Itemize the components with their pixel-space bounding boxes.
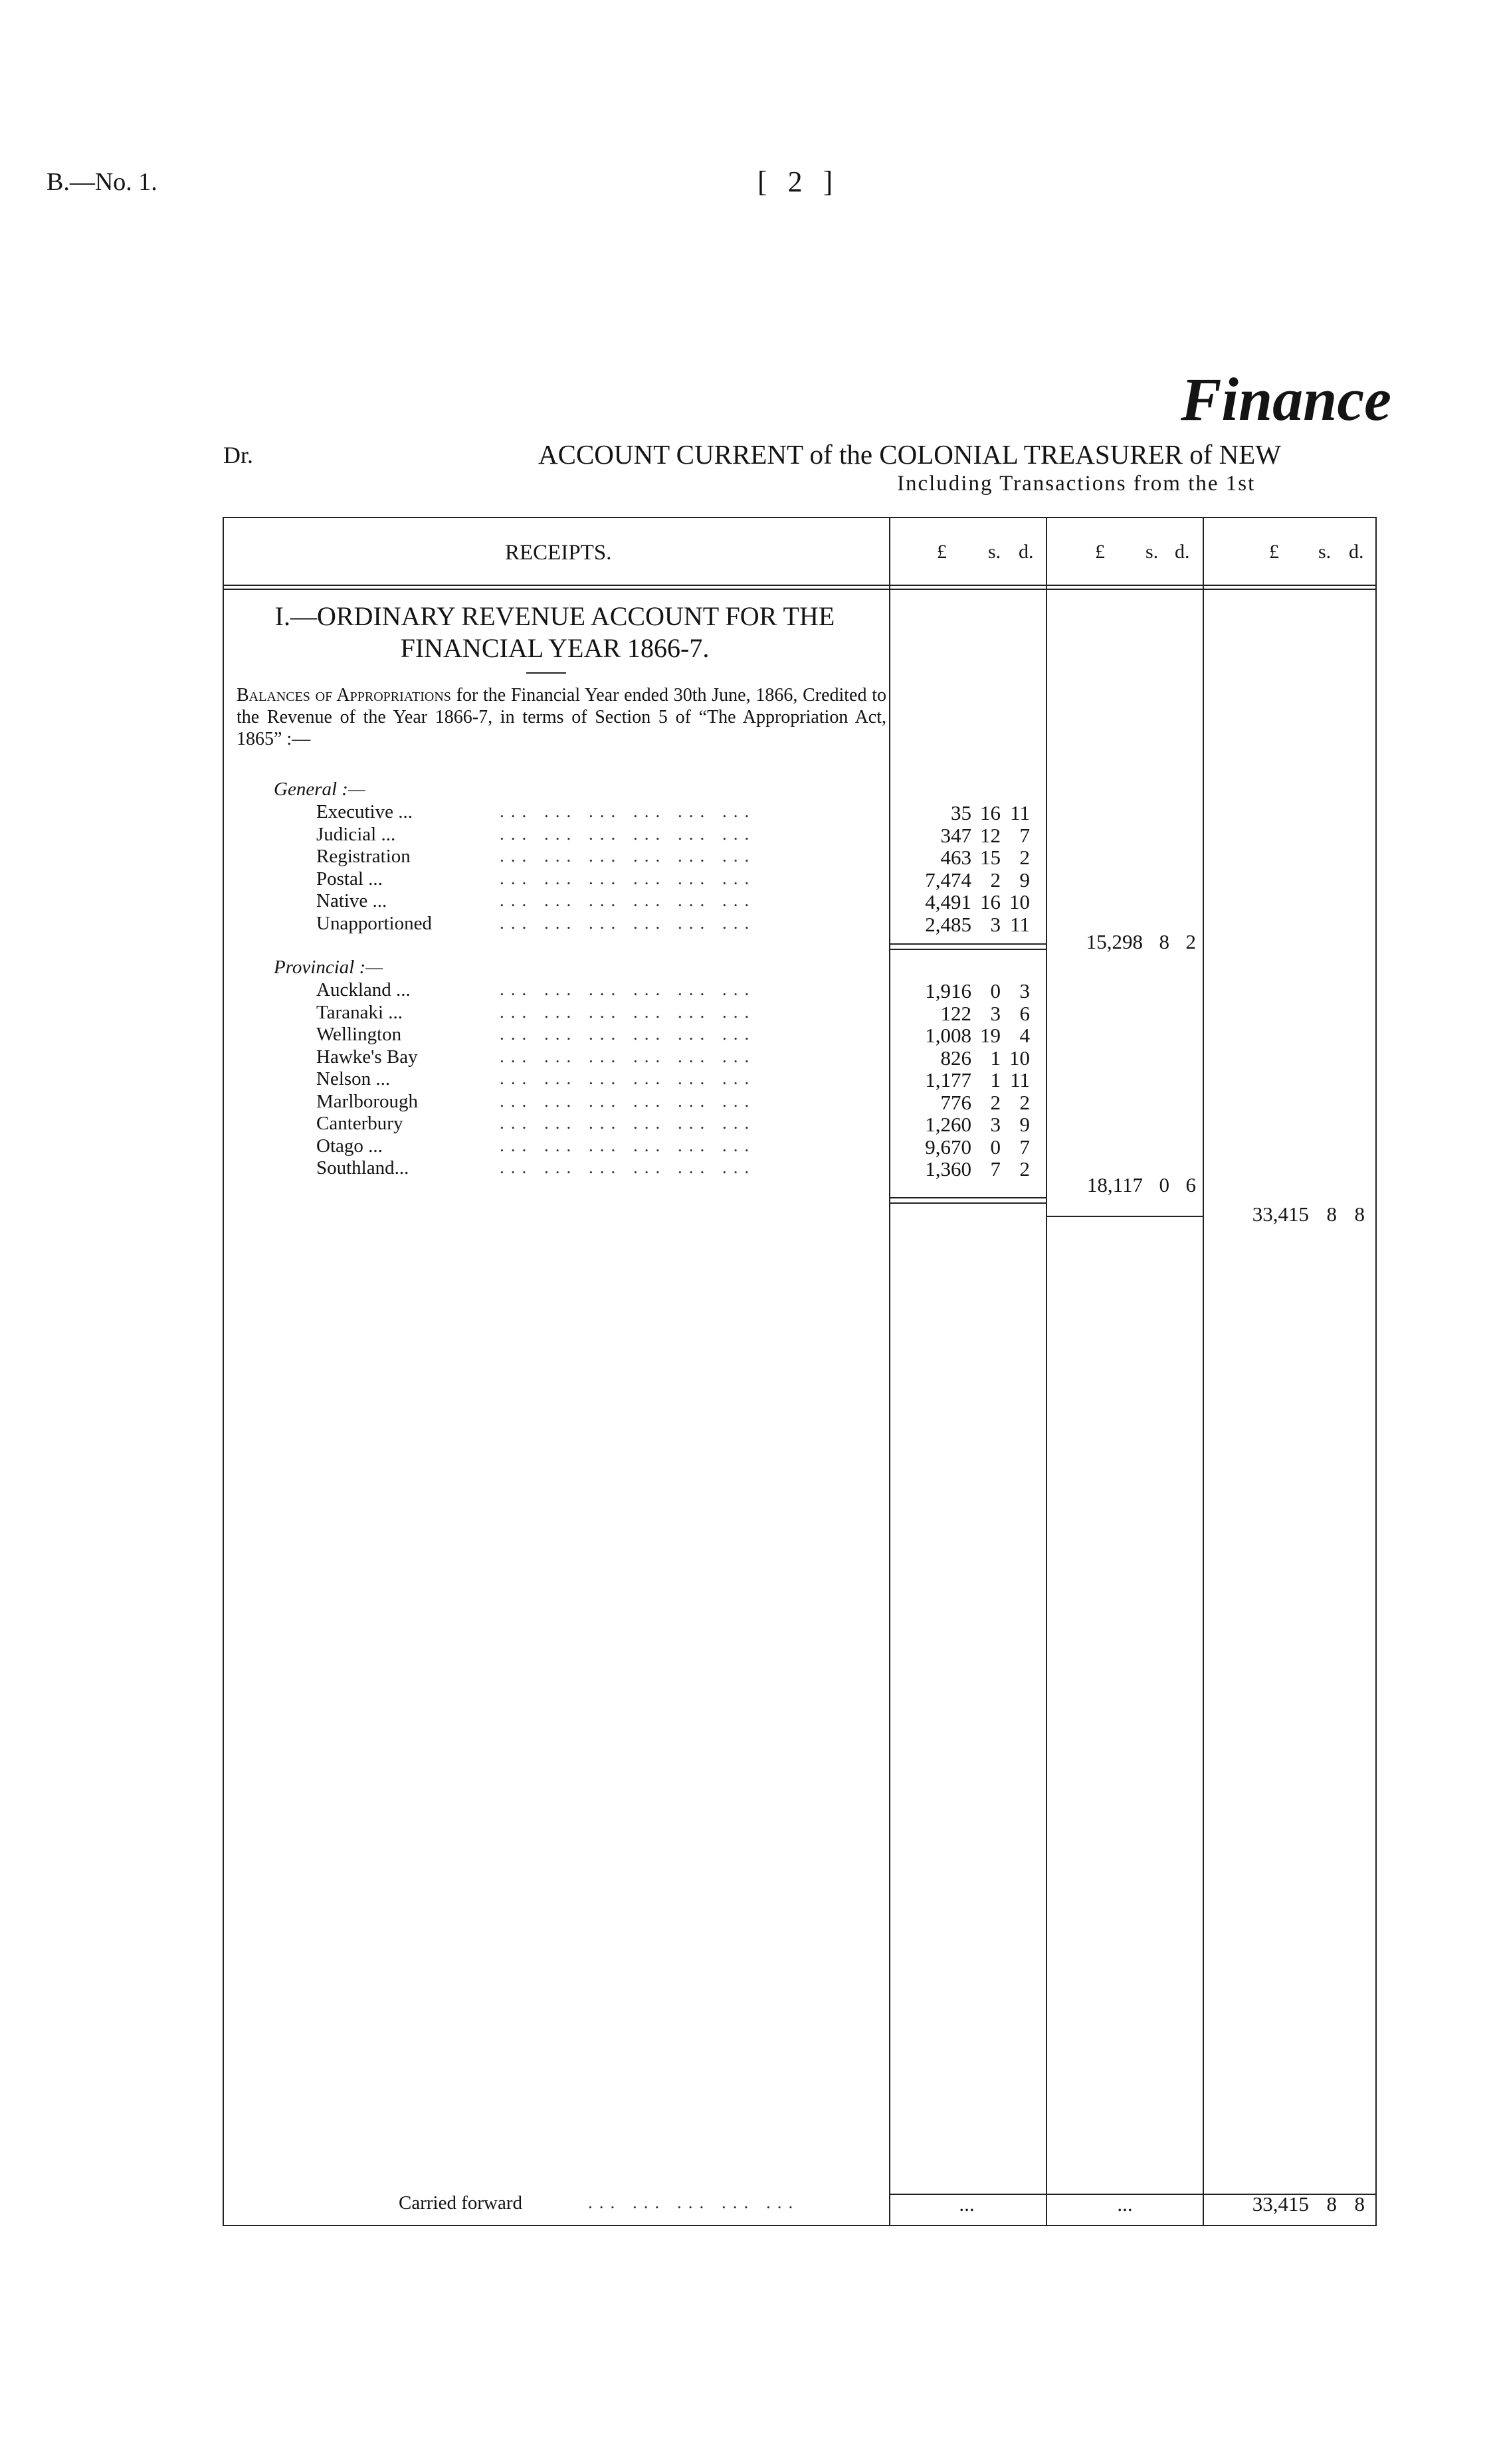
provincial-row-pence: 10 — [1009, 1046, 1030, 1070]
dot-leader: ... ... ... ... ... ... — [500, 913, 756, 933]
carried-forward-pence: 8 — [1354, 2192, 1365, 2216]
dot-leader: ... ... ... ... ... ... — [500, 979, 756, 999]
debit-label: Dr. — [223, 442, 253, 468]
general-label: General :— — [274, 779, 365, 800]
provincial-row-pounds: 1,260 — [925, 1113, 971, 1136]
general-row-label: Postal ... — [316, 868, 383, 890]
provincial-row-pence: 2 — [1019, 1091, 1030, 1114]
provincial-row-label: Nelson ... — [316, 1068, 391, 1090]
col3-pence-header: d. — [1349, 541, 1364, 563]
carried-forward-col2: ... — [1117, 2192, 1133, 2216]
general-row-label: Native ... — [316, 890, 387, 911]
general-row-label: Unapportioned — [316, 913, 432, 934]
subtotal-rule — [889, 943, 1046, 945]
provincial-subtotal-shillings: 0 — [1159, 1173, 1169, 1196]
carried-forward-col1: ... — [959, 2192, 975, 2216]
general-row-label: Judicial ... — [316, 824, 396, 845]
general-row-shillings: 3 — [990, 913, 1001, 936]
group-separator-rule — [889, 949, 1046, 950]
provincial-row-pence: 6 — [1019, 1002, 1030, 1025]
general-row-pounds: 7,474 — [925, 868, 971, 892]
general-row-pounds: 347 — [940, 824, 971, 847]
dot-leader: ... ... ... ... ... ... — [500, 1068, 756, 1088]
general-row-pence: 10 — [1009, 890, 1030, 913]
col1-pence-header: d. — [1019, 541, 1034, 563]
provincial-row-pounds: 1,360 — [925, 1157, 971, 1181]
dot-leader: ... ... ... ... ... ... — [500, 868, 756, 888]
dot-leader: ... ... ... ... ... ... — [500, 824, 756, 844]
provincial-row-label: Southland... — [316, 1157, 409, 1179]
provincial-row-pounds: 122 — [940, 1002, 971, 1025]
account-title: ACCOUNT CURRENT of the COLONIAL TREASURER of NEW — [538, 439, 1281, 470]
provincial-row-label: Marlborough — [316, 1091, 419, 1112]
provincial-row-pounds: 776 — [940, 1091, 971, 1114]
carried-forward-shillings: 8 — [1326, 2192, 1337, 2216]
provincial-row-shillings: 1 — [990, 1046, 1001, 1070]
balances-text: for the Financial Year ended 30th June, 1866, Credited to the Revenue of the Year 1866-7, in terms of Section 5 of “The Appropriation Act, 1865” :— — [237, 685, 886, 749]
dot-leader: ... ... ... ... ... ... — [500, 1002, 756, 1022]
general-row-pence: 11 — [1010, 801, 1030, 824]
provincial-row-pence: 9 — [1019, 1113, 1030, 1136]
col1-shilling-header: s. — [988, 541, 1001, 563]
provincial-row-pounds: 9,670 — [925, 1135, 971, 1159]
provincial-row-shillings: 1 — [990, 1068, 1001, 1091]
provincial-row-shillings: 3 — [990, 1113, 1001, 1136]
receipts-column-header: RECEIPTS. — [505, 541, 612, 565]
section-title: I.—ORDINARY REVENUE ACCOUNT FOR THE FINANCIAL YEAR 1866-7. — [274, 601, 835, 663]
total-pounds: 33,415 — [1252, 1202, 1309, 1226]
account-subtitle: Including Transactions from the 1st — [897, 472, 1256, 496]
dot-leader: ... ... ... ... ... ... — [500, 1046, 756, 1066]
subtotal-rule — [1046, 1216, 1203, 1217]
total-shillings: 8 — [1326, 1202, 1337, 1226]
dot-leader: ... ... ... ... ... ... — [500, 890, 756, 910]
provincial-label: Provincial :— — [274, 957, 383, 978]
provincial-row-label: Hawke's Bay — [316, 1046, 418, 1068]
general-row-pence: 11 — [1010, 913, 1030, 936]
general-row-shillings: 15 — [980, 846, 1001, 869]
group-end-rule — [889, 1202, 1046, 1204]
provincial-row-label: Canterbury — [316, 1113, 403, 1134]
general-subtotal-pence: 2 — [1185, 930, 1196, 953]
document-reference: B.—No. 1. — [47, 168, 157, 196]
provincial-row-pence: 4 — [1019, 1024, 1030, 1047]
provincial-row-shillings: 19 — [980, 1024, 1001, 1047]
dot-leader: ... ... ... ... ... ... — [500, 1157, 756, 1177]
provincial-row-shillings: 0 — [990, 979, 1001, 1002]
col1-pound-header: £ — [937, 541, 947, 563]
general-row-pence: 2 — [1019, 846, 1030, 869]
provincial-subtotal-pounds: 18,117 — [1086, 1173, 1143, 1196]
column-divider — [1203, 517, 1204, 2226]
provincial-row-label: Wellington — [316, 1024, 402, 1045]
provincial-row-pence: 2 — [1019, 1157, 1030, 1181]
provincial-subtotal-pence: 6 — [1185, 1173, 1196, 1196]
dot-leader: ... ... ... ... ... ... — [500, 801, 756, 821]
col3-pound-header: £ — [1269, 541, 1279, 563]
general-row-shillings: 2 — [990, 868, 1001, 892]
general-row-pounds: 4,491 — [925, 890, 971, 913]
running-header: Finance — [1181, 365, 1391, 433]
provincial-row-pounds: 826 — [940, 1046, 971, 1070]
column-divider — [889, 517, 890, 2226]
general-row-shillings: 16 — [980, 890, 1001, 913]
provincial-row-pounds: 1,177 — [925, 1068, 971, 1091]
provincial-row-pounds: 1,916 — [925, 979, 971, 1002]
dot-leader: ... ... ... ... ... ... — [500, 1024, 756, 1044]
provincial-row-shillings: 2 — [990, 1091, 1001, 1114]
general-row-pence: 7 — [1019, 824, 1030, 847]
col2-pound-header: £ — [1095, 541, 1105, 563]
provincial-row-pence: 11 — [1010, 1068, 1030, 1091]
provincial-row-shillings: 0 — [990, 1135, 1001, 1159]
provincial-row-pence: 3 — [1019, 979, 1030, 1002]
provincial-row-shillings: 3 — [990, 1002, 1001, 1025]
general-row-label: Executive ... — [316, 801, 413, 822]
general-row-label: Registration — [316, 846, 411, 867]
provincial-row-label: Auckland ... — [316, 979, 411, 1000]
balances-lead: Balances of Appropriations — [237, 685, 451, 706]
page-number: [ 2 ] — [757, 165, 840, 198]
dot-leader: ... ... ... ... ... ... — [500, 1091, 756, 1111]
dot-leader: ... ... ... ... ... ... — [500, 1113, 756, 1133]
provincial-row-shillings: 7 — [990, 1157, 1001, 1181]
balances-paragraph — [237, 684, 886, 750]
dot-leader: ... ... ... ... ... ... — [500, 1135, 756, 1155]
general-row-pounds: 463 — [940, 846, 971, 869]
provincial-row-label: Taranaki ... — [316, 1002, 403, 1023]
general-row-pounds: 2,485 — [925, 913, 971, 936]
general-row-shillings: 12 — [980, 824, 1001, 847]
col3-shilling-header: s. — [1318, 541, 1332, 563]
carried-forward-label: Carried forward — [399, 2192, 522, 2214]
total-pence: 8 — [1354, 1202, 1365, 1226]
provincial-row-pence: 7 — [1019, 1135, 1030, 1159]
carried-forward-pounds: 33,415 — [1252, 2192, 1309, 2216]
general-subtotal-shillings: 8 — [1159, 930, 1169, 953]
general-row-pence: 9 — [1019, 868, 1030, 892]
general-row-pounds: 35 — [951, 801, 971, 824]
subtotal-rule — [889, 1197, 1046, 1198]
col2-shilling-header: s. — [1145, 541, 1159, 563]
dot-leader: ... ... ... ... ... ... — [500, 846, 756, 866]
carried-forward-leader: ... ... ... ... ... — [588, 2192, 800, 2212]
col2-pence-header: d. — [1175, 541, 1190, 563]
column-divider — [1046, 517, 1047, 2226]
general-row-shillings: 16 — [980, 801, 1001, 824]
general-subtotal-pounds: 15,298 — [1086, 930, 1143, 953]
provincial-row-pounds: 1,008 — [925, 1024, 971, 1047]
section-rule — [526, 672, 566, 674]
provincial-row-label: Otago ... — [316, 1135, 383, 1157]
